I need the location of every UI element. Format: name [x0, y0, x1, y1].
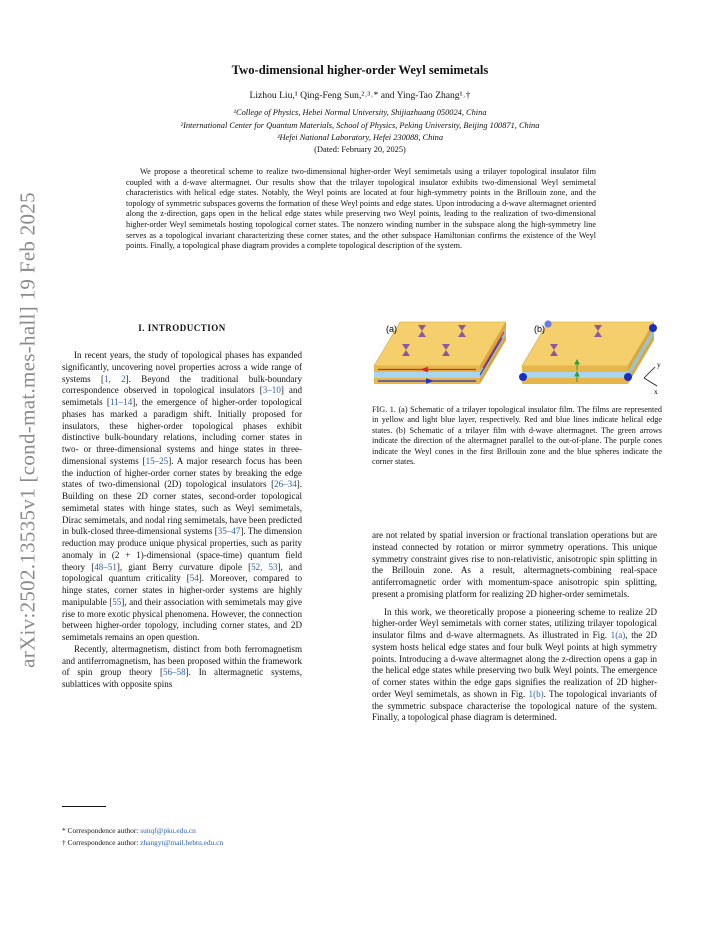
- panel-b-label: (b): [534, 324, 545, 334]
- section-heading-introduction: I. INTRODUCTION: [138, 323, 226, 333]
- email-link[interactable]: sunqf@pku.edu.cn: [140, 826, 196, 835]
- axes-indicator: [644, 367, 657, 386]
- figure-1-caption: FIG. 1. (a) Schematic of a trilayer topological insulator film. The films are represented in yellow and light blue layer, respectively. Red and blue lines indicate helical edge states. (b) Schematic of a trilayer film with d-wave altermagnet. The green arrows indicate the direction of the altermagnet parallel to the out-of-plane. The purple cones indicate the Weyl cones in the first Brillouin zone and the blue spheres indicate the corner states.: [372, 405, 662, 467]
- intro-column-right: [372, 530, 657, 724]
- citation-link[interactable]: 1, 2: [104, 373, 126, 384]
- citation-link[interactable]: 52, 53: [251, 561, 278, 572]
- figure-reference-link[interactable]: 1(b): [528, 688, 544, 699]
- email-link[interactable]: zhangyt@mail.hebtu.edu.cn: [140, 838, 224, 847]
- axis-y-label: y: [657, 360, 661, 369]
- intro-paragraph-1: In recent years, the study of topological phases has expanded significantly, uncovering novel properties across a wide range of systems [1, 2]. Beyond the traditional bulk-boundary correspondence observed in topological insulators [3–10] and semimetals [11–14], the emergence of higher-order topological phases has marked a paradigm shift. Initially proposed for insulators, these higher-order topological phases exhibit distinctive bulk-boundary relations, including corner states in two- or three-dimensional systems and hinge states in three-dimensional systems [15–25]. A major research focus has been the induction of higher-order corner states by breaking the edge states of two-dimensional (2D) topological insulators [26–34]. Building on these 2D corner states, second-order topological semimetal states with hinge states, such as Weyl semimetals, Dirac semimetals, and nodal ring semimetals, have been predicted in bulk-closed three-dimensional systems [35–47]. The dimension reduction may produce unique physical properties, such as parity anomaly in (2 + 1)-dimensional (space-time) quantum field theory [48–51], giant Berry curvature dipole [52, 53], and topological quantum criticality [54]. Moreover, compared to hinge states, corner states in higher-order systems are highly manipulable [55], and their association with semimetals may give rise to more exotic physical phenomena. However, the connection between higher-order topology, including corner states, and 2D semimetals remains an open question.: [62, 350, 302, 642]
- citation-link[interactable]: 3–10: [262, 385, 281, 396]
- arxiv-stamp-text: arXiv:2502.13535v1 [cond-mat.mes-hall] 19 Feb 2025: [15, 192, 40, 668]
- footnote-2: † Correspondence author: zhangyt@mail.hebtu.edu.cn: [62, 838, 224, 847]
- figure-reference-link[interactable]: 1(a): [610, 630, 626, 640]
- figure-1: [372, 320, 662, 396]
- right-paragraph-1: are not related by spatial inversion or fractional translation operations but are instead connected by rotation or mirror symmetry operations. This unique symmetry constraint gives rise to non-relativistic, anisotropic spin splitting in the Brillouin zone. As a result, altermagnets-combining real-space antiferromagnetic order with momentum-space anisotropic spin splitting, present a promising platform for realizing 2D higher-order semimetals.: [372, 530, 657, 599]
- intro-column-left: [62, 350, 302, 691]
- citation-link[interactable]: 55: [112, 596, 122, 607]
- affiliation-1: ¹College of Physics, Hebei Normal University, Shijiazhuang 050024, China: [233, 108, 487, 117]
- footnote-rule: [62, 806, 106, 807]
- citation-link[interactable]: 48–51: [94, 561, 117, 572]
- citation-link[interactable]: 15–25: [145, 455, 169, 466]
- footnote-1: * Correspondence author: sunqf@pku.edu.cn: [62, 826, 196, 835]
- arxiv-identifier-stamp: [8, 170, 48, 690]
- abstract: We propose a theoretical scheme to realize two-dimensional higher-order Weyl semimetals using a trilayer topological insulator film coupled with a d-wave altermagnet. Our results show that the trilayer topological insulator exhibits two-dimensional Weyl semimetal characteristics with helical edge states. Notably, the Weyl points are located at four high-symmetry points in the Brillouin zone, and the topology of symmetric subspaces governs the formation of these Weyl points and edge states. Upon introducing a d-wave altermagnet oriented along the z-direction, gaps open in the helical edge states while preserving two Weyl points, leading to the realization of two-dimensional higher-order Weyl semimetals hosting topological corner states. The nonzero winding number in the subspace along the high-symmetry line serves as a topological invariant characterizing these corner states, and the other subspace Hamiltonian confirms the existence of the Weyl points. Finally, a topological phase diagram provides a complete topological description of the system.: [126, 167, 596, 251]
- citation-link[interactable]: 56–58: [163, 667, 186, 678]
- citation-link[interactable]: 11–14: [109, 397, 133, 407]
- author-list: Lizhou Liu,¹ Qing-Feng Sun,²˒³˒* and Ying-Tao Zhang¹˒†: [249, 90, 471, 101]
- citation-link[interactable]: 26–34: [274, 479, 297, 490]
- citation-link[interactable]: 35–47: [217, 526, 241, 537]
- intro-paragraph-2: Recently, altermagnetism, distinct from both ferromagnetism and antiferromagnetism, has been proposed within the framework of spin group theory [56–58]. In altermagnetic systems, sublattices with opposite spins: [62, 643, 302, 689]
- affiliation-2: ²International Center for Quantum Materials, School of Physics, Peking University, Beijing 100871, China: [180, 121, 540, 130]
- citation-link[interactable]: 54: [189, 573, 199, 584]
- right-paragraph-2: In this work, we theoretically propose a pioneering scheme to realize 2D higher-order Weyl semimetals with corner states, utilizing trilayer topological insulator films and d-wave altermagnets. As illustrated in Fig. 1(a), the 2D system hosts helical edge states and four bulk Weyl points at high symmetry points. Introducing a d-wave altermagnet along the z-direction opens a gap in the helical edge states while preserving two bulk Weyl points. The emergence of corner states within the edge gaps signifies the realization of 2D higher-order Weyl semimetals, as shown in Fig. 1(b). The topological invariants of the symmetric subspace characterise the topological nature of the system. Finally, a topological phase diagram is determined.: [372, 606, 657, 723]
- panel-a-label: (a): [386, 324, 397, 334]
- date-line: (Dated: February 20, 2025): [314, 145, 406, 154]
- axis-x-label: x: [654, 387, 658, 396]
- paper-title: Two-dimensional higher-order Weyl semimetals: [231, 63, 489, 77]
- affiliation-3: ³Hefei National Laboratory, Hefei 230088, China: [276, 133, 444, 142]
